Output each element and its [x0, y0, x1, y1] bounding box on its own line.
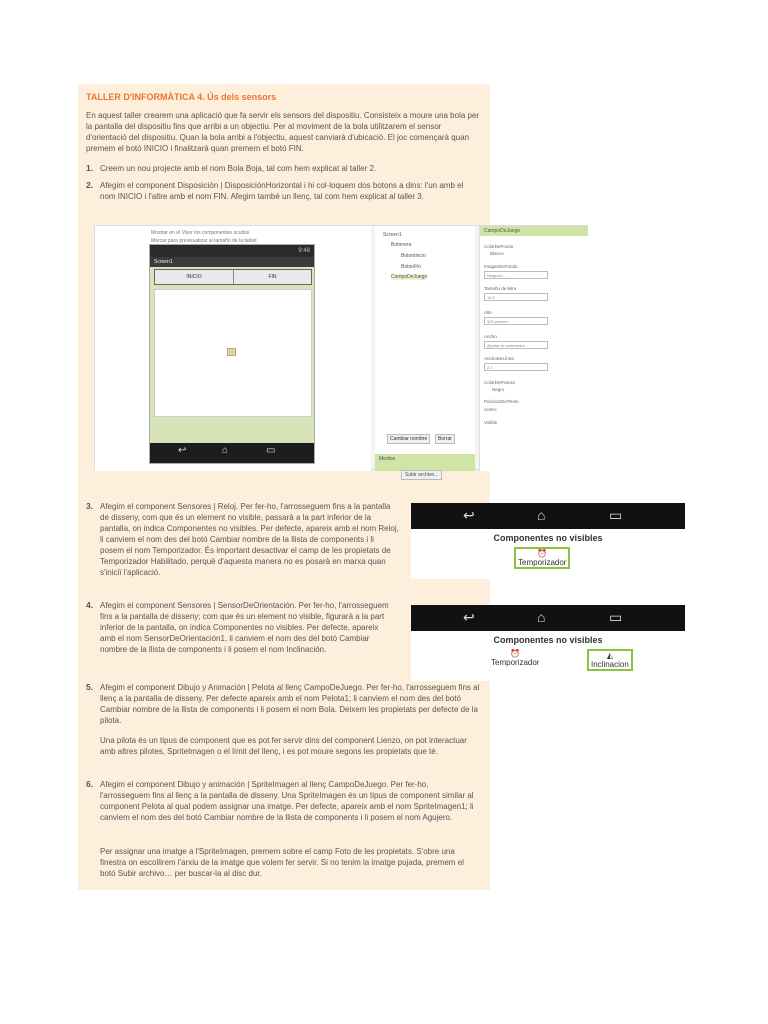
step-number: 5.: [86, 682, 94, 692]
prop-input[interactable]: 300 píxeles...: [484, 317, 548, 325]
step-text: Afegim el component Disposición | DisposiciónHorizontal i hi col·loquem dos botons a dins: l'un amb el nom INICIO i l'altre amb el nom FIN. Afegim també un llenç, tal com hem explicat al taller 3.: [100, 181, 464, 201]
prop-label: Alto: [484, 310, 492, 315]
nav-bar: [411, 503, 685, 529]
nav-bar: [150, 443, 314, 463]
timer-component[interactable]: [514, 547, 570, 569]
media-panel: [375, 454, 475, 471]
prop-label: ColorDeFondo: [484, 244, 514, 249]
intro-paragraph: En aquest taller crearem una aplicació que fa servir els sensors del dispositiu. Consisteix a moure una bola per la pantalla del dispositiu fins que arribi a un objectiu. Per al moviment de la bola utilitzarem el sensor d'orientació del dispositiu. Quan la bola arribi a l'objectiu, aquest canviarà d'ubicació. El joc començarà quan premem el botó INICIO i finalitzarà quan premem el botó FIN.: [86, 111, 480, 153]
prop-label: Ancho: [484, 334, 497, 339]
clock-icon: ⏰: [537, 549, 548, 558]
tree-item-botonfin[interactable]: BotonFin: [401, 264, 422, 270]
nonvisible-screenshot-2: [411, 605, 685, 681]
back-icon[interactable]: ↩: [463, 507, 475, 523]
tree-item-botoninicio[interactable]: BotonInicio: [401, 253, 426, 259]
status-time: 9:48: [298, 248, 310, 254]
orientation-sensor-icon: ◭: [606, 651, 613, 660]
properties-panel: [479, 226, 588, 471]
nonvisible-title: Componentes no visibles: [493, 533, 603, 543]
media-label: Medios: [379, 456, 396, 462]
prop-label: ColorDePintura: [484, 380, 515, 385]
step-extra-text: Per assignar una imatge a l'SpriteImagen, premem sobre el camp Foto de les propietats. S'obre una finestra on escollirem l'arxiu de la imatge que volem fer servir. Si no tenim la imatge pujada, premem el botó Subir archivo… per buscar-la al disc dur.: [100, 847, 464, 878]
prop-input[interactable]: Ninguno...: [484, 271, 548, 279]
timer-label: Temporizador: [518, 558, 567, 567]
prop-label: ImagenDeFondo: [484, 264, 518, 269]
recents-icon[interactable]: ▭: [266, 445, 276, 456]
step-text: Creem un nou projecte amb el nom Bola Boja, tal com hem explicat al taller 2.: [100, 164, 377, 173]
hidden-components-checkbox[interactable]: Mostrar en el Visor los componentes ocultos: [151, 230, 250, 236]
status-bar: [150, 245, 314, 257]
prop-value[interactable]: centro: [484, 407, 497, 412]
prop-label: PosiciónDelTexto: [484, 399, 519, 404]
step-number: 1.: [86, 163, 94, 173]
designer-screenshot: [94, 225, 588, 478]
image-icon: [227, 348, 236, 356]
step-number: 2.: [86, 180, 94, 190]
step-number: 3.: [86, 501, 94, 511]
prop-value[interactable]: Blanco: [490, 251, 504, 256]
clock-icon: ⏰: [510, 649, 521, 658]
screen-title-bar: Screen1: [150, 257, 314, 267]
fin-button[interactable]: FIN: [268, 274, 277, 280]
step-text: Afegim el component Dibujo y animación | SpriteImagen al llenç CampoDeJuego. Per fer-ho, l'arrosseguem fins al llenç a la pantalla de disseny. Una SpriteImagen és un tipus de component similar al component Pelota al qual podem assignar una imatge. Per defecte, apareix amb el nom SpriteImagen1; li canviem el nom des del botó Cambiar nombre de la llista de components i li posem el nom Agujero.: [100, 780, 474, 822]
prop-input[interactable]: Ajustar al contenedor...: [484, 341, 548, 349]
back-icon[interactable]: ↩: [178, 445, 187, 456]
rename-button[interactable]: Cambiar nombre: [387, 434, 430, 444]
tree-item-campodejuego[interactable]: CampoDeJuego: [391, 274, 428, 280]
nonvisible-screenshot-1: [411, 503, 685, 579]
tilt-component[interactable]: [587, 649, 633, 671]
upload-button[interactable]: Subir archivo...: [401, 470, 442, 480]
step-extra-text: Una pilota és un tipus de component que es pot fer servir dins del component Lienzo, on pot interactuar amb altres pilotes, SpriteImagen o el límit del llenç, i es pot moure segons les propietats que té.: [100, 736, 467, 756]
prop-input[interactable]: 2.0: [484, 363, 548, 371]
nonvisible-title: Componentes no visibles: [493, 635, 603, 645]
game-canvas[interactable]: [154, 289, 312, 417]
home-icon[interactable]: ⌂: [222, 445, 229, 456]
step-text: Afegim el component Sensores | SensorDeOrientación. Per fer-ho, l'arrosseguem fins a la pantalla de disseny; com que és un element no visible, figurarà a la part inferior de la pantalla, on indica Componentes no visibles. Per defecte, apareix amb el nom SensorDeOrientación1, li canviem el nom des del botó Cambiar nombre de la llista de components i li posem el nom Inclinación.: [100, 601, 389, 654]
tablet-preview-checkbox[interactable]: Marcar para previsualizar al tamaño de la tablet: [151, 238, 257, 244]
component-tree: [375, 226, 475, 471]
prop-value[interactable]: Negro: [492, 387, 505, 392]
prop-label: Visible: [484, 420, 498, 425]
back-icon[interactable]: ↩: [463, 609, 475, 625]
page-background: [78, 84, 490, 890]
button-row: [154, 269, 312, 285]
prop-label: AnchoDeLínea: [484, 356, 514, 361]
timer-label: Temporizador: [491, 658, 540, 667]
phone-mockup: [149, 244, 315, 464]
recents-icon[interactable]: ▭: [609, 609, 623, 625]
step-text: Afegim el component Sensores | Reloj. Per fer-ho, l'arrosseguem fins a la pantalla de disseny, com que és un element no visible, passarà a la part inferior de la pantalla, on indica Componentes no visibles. Per defecte, apareix amb el nom Reloj, li canviem el nom des del botó Cambiar nombre de la llista de components i li posem el nom Temporizador. És important desactivar el camp de les propietats de Temporizador Habilitado, perquè d'aquesta manera no es posarà en marxa quan s'iniciï l'aplicació.: [100, 502, 399, 577]
recents-icon[interactable]: ▭: [609, 507, 623, 523]
delete-button[interactable]: Borrar: [435, 434, 455, 444]
page-title: TALLER D'INFORMÀTICA 4. Ús dels sensors: [86, 92, 277, 102]
prop-label: Tamaño de letra: [484, 286, 517, 291]
timer-component[interactable]: [491, 649, 539, 667]
step-number: 4.: [86, 600, 94, 610]
inicio-button[interactable]: INICIO: [155, 270, 234, 284]
step-text: Afegim el component Dibujo y Animación | Pelota al llenç CampoDeJuego. Per fer-ho, l'arrosseguem fins al llenç a la pantalla de disseny. Per defecte apareix amb el nom Pelota1; li canviem el nom des del botó Cambiar nombre de la llista de components i li posem el nom Bola. Deixem les propietats per defecte de la pilota.: [100, 683, 480, 725]
tilt-label: Inclinacion: [591, 660, 629, 669]
tree-item-botonera[interactable]: Botonera: [391, 242, 412, 248]
step-number: 6.: [86, 779, 94, 789]
viewer-panel: [95, 226, 371, 471]
home-icon[interactable]: ⌂: [537, 507, 546, 523]
prop-input[interactable]: 14.0: [484, 293, 548, 301]
home-icon[interactable]: ⌂: [537, 609, 546, 625]
properties-header: CampoDeJuego: [480, 226, 588, 236]
nav-bar: [411, 605, 685, 631]
tree-item-screen[interactable]: Screen1: [383, 232, 402, 238]
